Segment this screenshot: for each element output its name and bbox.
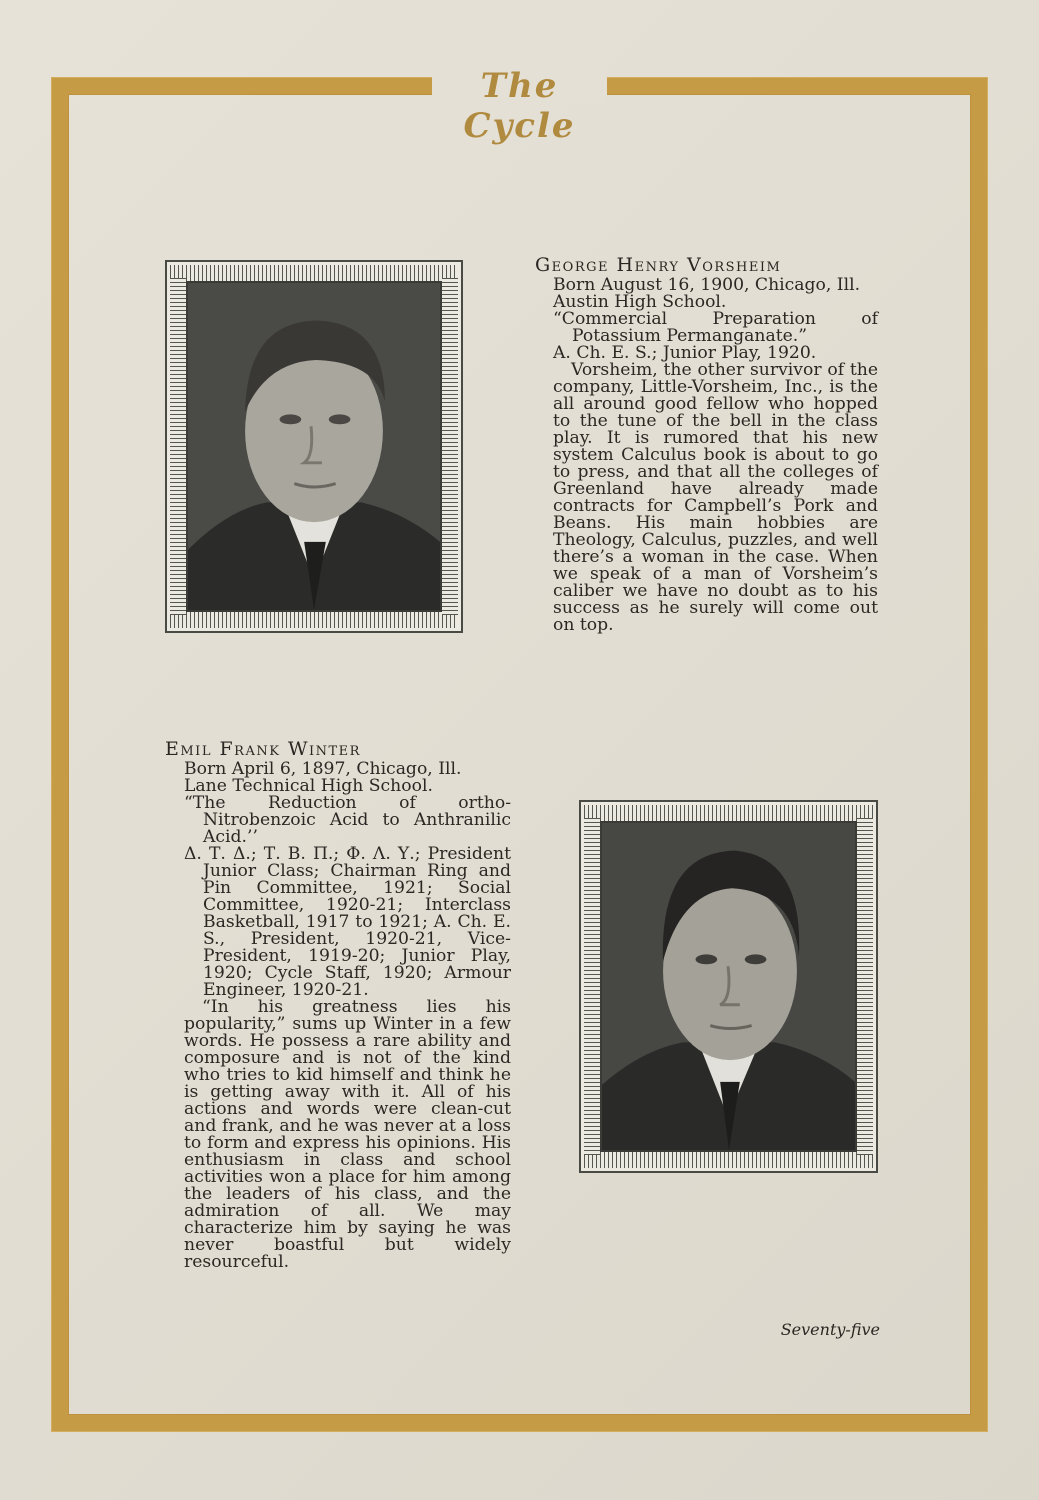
school-line: Lane Technical High School.	[184, 776, 433, 796]
entry-name-vorsheim: George Henry Vorsheim	[535, 254, 782, 276]
thesis-line: “Commercial Preparation of Potassium Permanganate.”	[553, 309, 878, 346]
portrait-frame-vorsheim	[165, 260, 463, 633]
born-line: Born April 6, 1897, Chicago, Ill.	[184, 759, 462, 779]
entry-bio-winter	[184, 761, 511, 1271]
born-line: Born August 16, 1900, Chicago, Ill.	[553, 275, 861, 295]
thesis-line: “The Reduction of ortho-Nitrobenzoic Acid to Anthranilic Acid.’’	[184, 793, 511, 847]
portrait-frame-winter	[579, 800, 878, 1173]
page-number: Seventy-five	[780, 1320, 880, 1339]
page-title: The Cycle	[463, 66, 576, 146]
portrait-winter-image	[602, 823, 855, 1150]
school-line: Austin High School.	[553, 292, 727, 312]
entry-bio-vorsheim	[553, 277, 878, 634]
entry-name-winter: Emil Frank Winter	[165, 738, 361, 760]
portrait-photo-winter	[600, 821, 857, 1152]
writeup-paragraph: Vorsheim, the other survivor of the company, Little-Vorsheim, Inc., is the all around good fellow who hopped to the tune of the bell in the class play. It is rumored that his new system Calculus book is about to go to press, and that all the colleges of Greenland have already made contracts for Campbell’s Pork and Beans. His main hobbies are Theology, Calculus, puzzles, and well there’s a woman in the case. When we speak of a man of Vorsheim’s caliber we have no doubt as to his success as he surely will come out on top.	[553, 360, 878, 635]
activities-line: A. Ch. E. S.; Junior Play, 1920.	[553, 343, 817, 363]
portrait-photo-vorsheim	[186, 281, 442, 612]
writeup-paragraph: “In his greatness lies his popularity,” sums up Winter in a few words. He possess a rare ability and composure and is not of the kind who tries to kid himself and think he is getting away with it. All of his actions and words were clean-cut and frank, and he was never at a loss to form and express his opinions. His enthusiasm in class and school activities won a place for him among the leaders of his class, and the admiration of all. We may characterize him by saying he was never boastful but widely resourceful.	[184, 997, 511, 1272]
activities-line: Δ. Τ. Δ.; Τ. Β. Π.; Φ. Λ. Υ.; President Junior Class; Chairman Ring and Pin Committee, 1921; Social Committee, 1920-21; Interclass Basketball, 1917 to 1921; A. Ch. E. S., President, 1920-21, Vice-President, 1919-20; Junior Play, 1920; Cycle Staff, 1920; Armour Engineer, 1920-21.	[184, 844, 511, 1000]
portrait-vorsheim-image	[188, 283, 440, 610]
